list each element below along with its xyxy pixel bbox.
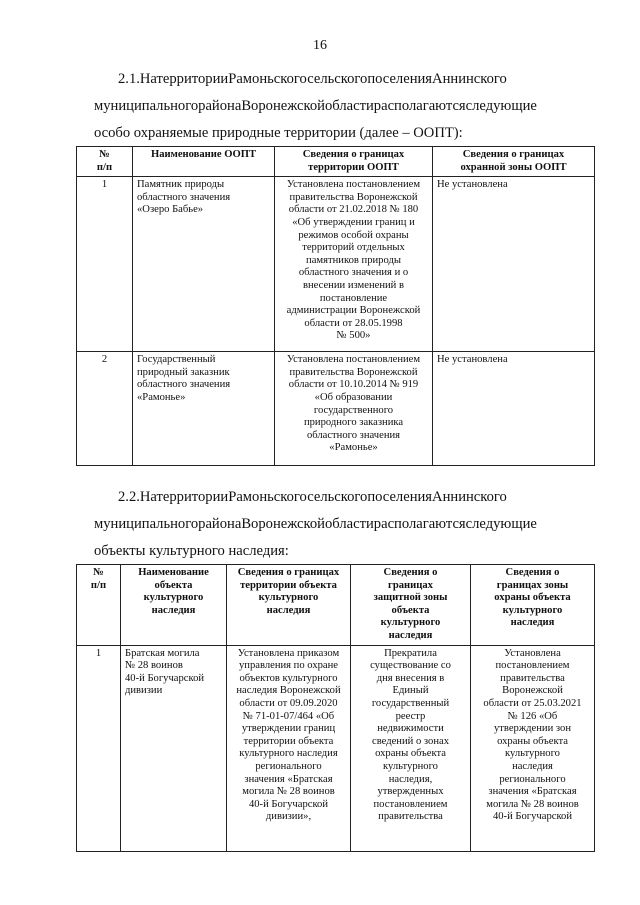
- table-cell: Установлена приказом управления по охране объектов культурного наследия Воронежской области от 09.09.2020 № 71-01-07/464 «Об утверждении границ территории объекта культурного наследия регионального значения «Братская могила № 28 воинов 40-й Богучарской дивизии»,: [227, 645, 351, 851]
- paragraph-line: 2.2.НатерриторииРамоньскогосельскогопоселенияАннинского: [118, 489, 507, 505]
- table-cell: Прекратила существование со дня внесения в Единый государственный реестр недвижимости сведений о зонах охраны объекта культурного наследия, утвержденных постановлением правительства: [351, 645, 471, 851]
- oopt-table: [76, 146, 595, 466]
- table-row: [77, 177, 595, 352]
- header-cell: Сведения о границах охранной зоны ООПТ: [433, 147, 595, 177]
- table-row: [77, 645, 595, 851]
- table-cell: 1: [77, 177, 133, 352]
- table-header-row: [77, 565, 595, 646]
- header-cell: № п/п: [77, 147, 133, 177]
- table-row: [77, 352, 595, 466]
- paragraph-line: объекты культурного наследия:: [94, 543, 289, 559]
- table-cell: Не установлена: [433, 177, 595, 352]
- header-cell: Наименование ООПТ: [133, 147, 275, 177]
- page-number: 16: [313, 38, 327, 53]
- table-header-row: [77, 147, 595, 177]
- paragraph-line: муниципальногорайонаВоронежскойобластирасполагаютсяследующие: [94, 98, 537, 114]
- section-2-2-paragraph: [94, 484, 594, 565]
- header-cell: Сведения о границах зоны охраны объекта культурного наследия: [471, 565, 595, 646]
- header-cell: Наименование объекта культурного наследия: [121, 565, 227, 646]
- section-2-1-paragraph: [94, 66, 594, 147]
- paragraph-line: 2.1.НатерриторииРамоньскогосельскогопоселенияАннинского: [118, 71, 507, 87]
- header-cell: № п/п: [77, 565, 121, 646]
- table-cell: Памятник природы областного значения «Озеро Бабье»: [133, 177, 275, 352]
- table-cell: Установлена постановлением правительства Воронежской области от 10.10.2014 № 919 «Об образовании государственного природного заказника областного значения «Рамонье»: [275, 352, 433, 466]
- table-cell: Установлена постановлением правительства Воронежской области от 21.02.2018 № 180 «Об утверждении границ и режимов особой охраны территорий отдельных памятников природы областного значения и о внесении изменений в постановление администрации Воронежской области от 28.05.1998 № 500»: [275, 177, 433, 352]
- heritage-table: [76, 564, 595, 852]
- table-cell: 1: [77, 645, 121, 851]
- paragraph-line: особо охраняемые природные территории (далее – ООПТ):: [94, 125, 463, 141]
- header-cell: Сведения о границах территории ООПТ: [275, 147, 433, 177]
- header-cell: Сведения о границах территории объекта культурного наследия: [227, 565, 351, 646]
- table-cell: Не установлена: [433, 352, 595, 466]
- header-cell: Сведения о границах защитной зоны объекта культурного наследия: [351, 565, 471, 646]
- table-cell: Братская могила № 28 воинов 40-й Богучарской дивизии: [121, 645, 227, 851]
- table-cell: Государственный природный заказник областного значения «Рамонье»: [133, 352, 275, 466]
- paragraph-line: муниципальногорайонаВоронежскойобластирасполагаютсяследующие: [94, 516, 537, 532]
- table-cell: 2: [77, 352, 133, 466]
- table-cell: Установлена постановлением правительства Воронежской области от 25.03.2021 № 126 «Об утверждении зон охраны объекта культурного наследия регионального значения «Братская могила № 28 воинов 40-й Богучарской: [471, 645, 595, 851]
